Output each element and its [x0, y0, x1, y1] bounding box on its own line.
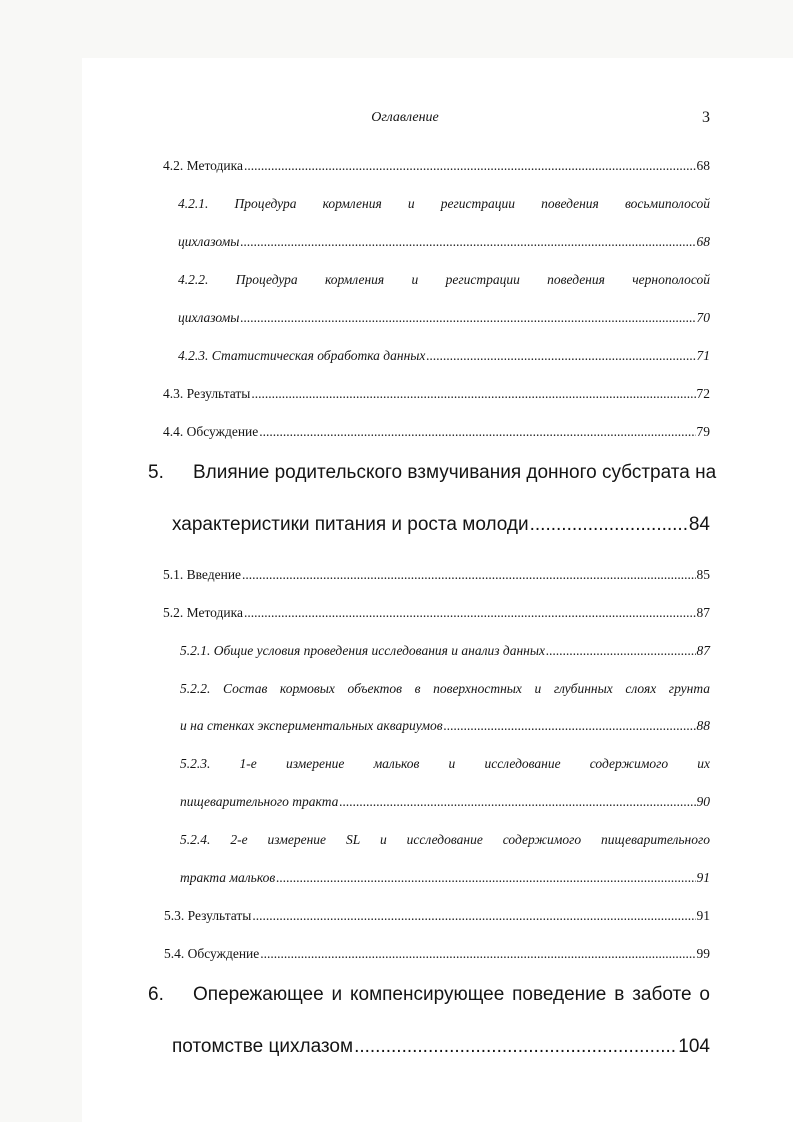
- chapter-title-line1: Опережающее и компенсирующее поведение в заботе о: [193, 984, 710, 1005]
- toc-entry-5-1[interactable]: [163, 567, 710, 583]
- chapter-title-line1: Влияние родительского взмучивания донного субстрата на: [193, 462, 717, 483]
- toc-entry-label: 4.3. Результаты: [163, 386, 251, 401]
- toc-entry-4-2-1[interactable]: [178, 234, 710, 250]
- chapter-title-line2: характеристики питания и роста молоди: [172, 514, 529, 535]
- page-number: 3: [702, 109, 710, 126]
- toc-entry-page: 104: [678, 1036, 710, 1057]
- dot-leader: [251, 386, 695, 402]
- dot-leader: [240, 234, 695, 250]
- chapter-number: 6.: [148, 984, 164, 1005]
- dot-leader: [276, 870, 695, 886]
- toc-entry-5-2-4-line1[interactable]: 5.2.4. 2-е измерение SL и исследование содержимого пищеварительного: [180, 832, 710, 847]
- dot-leader: [244, 605, 696, 621]
- toc-entry-5-2-3[interactable]: [180, 794, 710, 810]
- toc-entry-page: 79: [696, 424, 710, 439]
- toc-chapter-5-line1[interactable]: [148, 462, 717, 484]
- toc-entry-4-4[interactable]: [163, 424, 710, 440]
- dot-leader: [260, 946, 695, 962]
- dot-leader: [242, 567, 695, 583]
- running-title: Оглавление: [371, 110, 439, 125]
- toc-entry-page: 99: [696, 946, 710, 961]
- toc-entry-label: и на стенках экспериментальных аквариумов: [180, 718, 443, 733]
- toc-entry-page: 72: [696, 386, 710, 401]
- dot-leader: [240, 310, 695, 326]
- toc-entry-label: цихлазомы: [178, 310, 240, 325]
- toc-entry-label: 5.2.1. Общие условия проведения исследования и анализ данных: [180, 643, 546, 658]
- toc-entry-page: 88: [696, 718, 710, 733]
- toc-entry-5-2-2[interactable]: [180, 718, 710, 734]
- dot-leader: [339, 794, 695, 810]
- dot-leader: [426, 348, 695, 364]
- toc-entry-5-3[interactable]: [164, 908, 710, 924]
- toc-entry-page: 87: [696, 605, 710, 620]
- toc-entry-4-3[interactable]: [163, 386, 710, 402]
- toc-entry-page: 84: [688, 514, 710, 535]
- toc-entry-5-2-4[interactable]: [180, 870, 710, 886]
- toc-entry-label: 4.4. Обсуждение: [163, 424, 259, 439]
- toc-entry-page: 70: [696, 310, 710, 325]
- chapter-title-line2: потомстве цихлазом: [172, 1036, 354, 1057]
- page-sheet: [82, 58, 793, 1122]
- toc-entry-page: 68: [696, 158, 710, 173]
- dot-leader: [530, 514, 688, 536]
- dot-leader: [444, 718, 696, 734]
- toc-entry-page: 90: [696, 794, 710, 809]
- toc-entry-label: 5.3. Результаты: [164, 908, 252, 923]
- toc-entry-4-2-2-line1[interactable]: 4.2.2. Процедура кормления и регистрации поведения чернополосой: [178, 272, 710, 287]
- toc-entry-label: 5.1. Введение: [163, 567, 242, 582]
- toc-entry-page: 71: [696, 348, 710, 363]
- toc-entry-label: пищеварительного тракта: [180, 794, 339, 809]
- toc-entry-5-4[interactable]: [164, 946, 710, 962]
- toc-entry-label: 5.4. Обсуждение: [164, 946, 260, 961]
- chapter-number: 5.: [148, 462, 164, 483]
- toc-entry-4-2-3[interactable]: [178, 348, 710, 364]
- toc-entry-page: 87: [696, 643, 710, 658]
- toc-entry-label: 5.2. Методика: [163, 605, 243, 620]
- dot-leader: [546, 643, 695, 659]
- toc-entry-4-2[interactable]: [163, 158, 710, 174]
- toc-entry-label: 4.2. Методика: [163, 158, 243, 173]
- toc-entry-label: цихлазомы: [178, 234, 240, 249]
- toc-entry-4-2-1-line1[interactable]: 4.2.1. Процедура кормления и регистрации поведения восьмиполосой: [178, 196, 710, 211]
- toc-entry-5-2-2-line1[interactable]: 5.2.2. Состав кормовых объектов в поверхностных и глубинных слоях грунта: [180, 681, 710, 696]
- toc-entry-label: 4.2.3. Статистическая обработка данных: [178, 348, 426, 363]
- toc-entry-page: 91: [696, 870, 710, 885]
- toc-entry-label: тракта мальков: [180, 870, 276, 885]
- dot-leader: [354, 1036, 677, 1058]
- toc-entry-5-2-3-line1[interactable]: 5.2.3. 1-е измерение мальков и исследование содержимого их: [180, 756, 710, 771]
- toc-entry-4-2-2[interactable]: [178, 310, 710, 326]
- dot-leader: [259, 424, 695, 440]
- toc-entry-5-2-1[interactable]: [180, 643, 710, 659]
- toc-entry-page: 91: [696, 908, 710, 923]
- toc-entry-page: 68: [696, 234, 710, 249]
- toc-entry-page: 85: [696, 567, 710, 582]
- toc-entry-5-2[interactable]: [163, 605, 710, 621]
- toc-chapter-6[interactable]: [172, 1036, 710, 1058]
- dot-leader: [244, 158, 696, 174]
- toc-chapter-6-line1[interactable]: [148, 984, 710, 1006]
- dot-leader: [252, 908, 695, 924]
- toc-chapter-5[interactable]: [172, 514, 710, 536]
